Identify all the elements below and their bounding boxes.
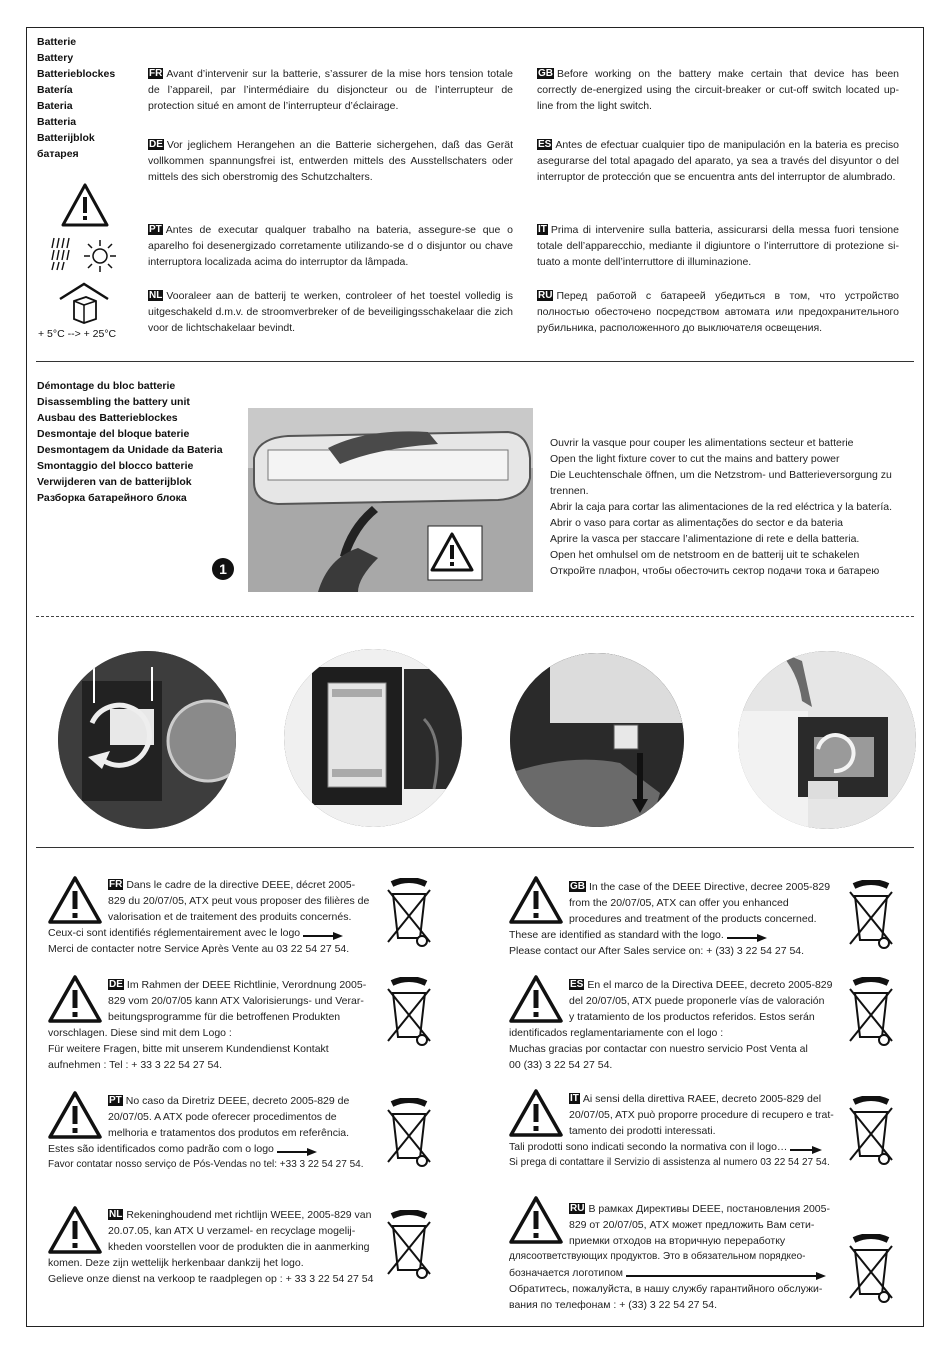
weee-line: aufnehmen : Tel : + 33 3 22 54 27 54. (48, 1059, 223, 1071)
weee-line: procedures and treatment of the products concerned. (569, 913, 817, 925)
lang-badge: PT (149, 224, 162, 235)
step-photo-battery-pack (284, 649, 462, 827)
weee-line: identificados reglamentariamente con el logo : (509, 1027, 724, 1039)
weee-line: Gelieve onze dienst na verkoop te raadplegen op : + 33 3 22 54 27 54 (48, 1273, 374, 1285)
weee-line: Tali prodotti sono indicati secondo la normativa con il logo… (509, 1141, 788, 1153)
weee-note-it (509, 1091, 838, 1171)
note-text: Vor jeglichem Herangehen an die Batterie sichergehen, daß das Gerät vollkommen spannungsfrei ist, entwerden mittels des Ausstellschaters oder mittels des sich oberstromig des Schutzchalters. (148, 139, 513, 183)
instruction-line: Open the light fixture cover to cut the mains and battery power (550, 453, 840, 465)
weee-line: In the case of the DEEE Directive, decree 2005-829 (589, 881, 831, 893)
crossed-bin-icon (384, 1210, 434, 1280)
warning-icon (429, 531, 475, 573)
crossed-bin-icon (846, 1096, 896, 1166)
weee-note-fr (48, 877, 376, 957)
note-text: Before working on the battery make certain that device has been correctly de-energized using the circuit-breaker or cut-off switch located up-line from the light switch. (537, 68, 899, 112)
weee-line: from the 20/07/05, ATX can offer you enhanced (569, 897, 789, 909)
weee-line: приемки отходов на вторичную переработку (569, 1235, 786, 1247)
lang-badge: FR (109, 879, 123, 890)
crossed-bin-icon (384, 977, 434, 1047)
disassembly-title: Ausbau des Batterieblockes (37, 412, 178, 424)
battery-title: Batterieblockes (37, 68, 116, 80)
weee-line: Ceux-ci sont identifiés réglementairement avec le logo (48, 927, 301, 939)
weee-line: Muchas gracias por contactar con nuestro servicio Post Venta al (509, 1043, 808, 1055)
crossed-bin-icon (384, 878, 434, 948)
battery-note-ru (537, 288, 899, 336)
weee-note-ru (509, 1201, 838, 1313)
disassembly-titles (37, 378, 247, 506)
battery-title: Batteria (37, 116, 77, 128)
crossed-bin-icon (384, 1098, 434, 1168)
disassembly-title: Desmontaje del bloque baterie (37, 428, 190, 440)
weee-line: Rekeninghoudend met richtlijn WEEE, 2005-829 van (126, 1209, 372, 1221)
weee-line: длясоответствующих продуктов. Это в обязательном порядкео- (509, 1251, 806, 1262)
section-divider (36, 847, 914, 848)
weee-line: вания по телефонам : + (33) 3 22 54 27 54. (509, 1299, 718, 1311)
disassembly-title: Verwijderen van de batterijblok (37, 476, 192, 488)
arrow-right-icon (790, 1143, 822, 1151)
battery-title: батарея (37, 148, 79, 160)
disassembly-title: Разборка батарейного блока (37, 492, 187, 504)
disassembly-title: Disassembling the battery unit (37, 396, 190, 408)
temperature-range: + 5°C --> + 25°C (38, 328, 117, 340)
weee-line: valorisation et de traitement des produits concernés. (108, 911, 352, 923)
weee-line: бозначается логотипом (509, 1267, 624, 1279)
disassembly-instructions (550, 435, 910, 579)
lang-badge: ES (538, 139, 552, 150)
weee-line: Favor contatar nosso serviço de Pós-Vendas no tel: +33 3 22 54 27 54. (48, 1159, 364, 1170)
arrow-right-icon (626, 1269, 826, 1277)
weee-line: No caso da Diretriz DEEE, decreto 2005-829 de (125, 1095, 350, 1107)
note-text: Vooraleer aan de batterij te werken, controleer of het toestel volledig is uitgeschakeld d.m.v. de stroomverbreker of de beveiligingsschakelaar die zich voor de lichtschakelaar bevindt. (148, 290, 513, 334)
battery-title: Batterijblok (37, 132, 95, 144)
weee-line: These are identified as standard with the logo. (509, 929, 724, 941)
lang-badge: RU (570, 1203, 585, 1214)
lang-badge: GB (538, 68, 553, 79)
weee-note-gb (509, 879, 836, 959)
battery-note-pt (148, 222, 513, 270)
battery-note-nl (148, 288, 513, 336)
weee-line: 829 vom 20/07/05 kann ATX Valorisierungs- und Verar- (108, 995, 364, 1007)
weee-line: del 20/07/05, ATX puede proponerle vías de valoración (569, 995, 825, 1007)
weee-note-de (48, 977, 376, 1073)
instruction-line: Abrir o vaso para cortar as alimentações do sector e da bateria (550, 517, 843, 529)
step-photo-battery-removal (738, 651, 916, 829)
note-text: Перед работой с батареей убедиться в том, что устройство полностью обесточено посредством автомата или предохранительного рубильника, расположенного до выключателя освещения. (537, 290, 899, 334)
lang-badge: PT (109, 1095, 122, 1106)
step-photo-connector (510, 653, 684, 827)
weee-line: kheden voorstellen voor de produkten die in aanmerking (108, 1241, 370, 1253)
weee-line: Si prega di contattare il Servizio di assistenza al numero 03 22 54 27 54. (509, 1157, 830, 1168)
lang-badge: ES (570, 979, 584, 990)
sun-icon (82, 238, 118, 274)
disassembly-title: Smontaggio del blocco batterie (37, 460, 194, 472)
battery-note-de (148, 137, 513, 185)
battery-note-gb (537, 66, 899, 114)
disassembly-title: Desmontagem da Unidade da Bateria (37, 444, 223, 456)
fixture-opening-photo (248, 408, 533, 592)
weee-line: vorschlagen. Diese sind mit dem Logo : (48, 1027, 232, 1039)
lang-badge: IT (538, 224, 547, 235)
weee-line: beitungsprogramme für die betroffenen Produkten (108, 1011, 341, 1023)
arrow-right-icon (727, 931, 767, 939)
weee-line: 20.07.05, kan ATX U verzamel- en recyclage mogelij- (108, 1225, 356, 1237)
note-text: Antes de efectuar cualquier tipo de manipulación en la bateria es preciso asegurarse del total apagado del aparato, ya sea a través del disyuntor o del interruptor de protección que se encuentra ants del interruptor de alumbrado. (537, 139, 899, 183)
lang-badge: DE (149, 139, 163, 150)
dashed-divider (36, 616, 914, 617)
crossed-bin-icon (846, 1234, 896, 1304)
weee-line: y tratamiento de los productos referidos. Estos serán (569, 1011, 815, 1023)
weee-line: En el marco de la Directiva DEEE, decreto 2005-829 (587, 979, 833, 991)
instruction-line: Open het omhulsel om de netstroom en de batterij uit te schakelen (550, 549, 860, 561)
humidity-icon (50, 236, 78, 272)
instruction-line: Abrir la caja para cortar las alimentaciones de la red eléctrica y la batería. (550, 501, 892, 513)
weee-note-es (509, 977, 838, 1073)
weee-line: Für weitere Fragen, bitte mit unserem Kundendienst Kontakt (48, 1043, 329, 1055)
weee-note-nl (48, 1207, 376, 1287)
arrow-right-icon (277, 1145, 317, 1153)
indoor-storage-icon (56, 281, 112, 325)
instruction-line: Die Leuchtenschale öffnen, um die Netzstrom- und Batterieversorgung zu trennen. (550, 469, 892, 497)
instruction-line: Aprire la vasca per staccare l’alimentazione di rete e della batteria. (550, 533, 860, 545)
battery-titles (37, 34, 147, 162)
battery-note-it (537, 222, 899, 270)
battery-note-es (537, 137, 899, 185)
section-divider (36, 361, 914, 362)
lang-badge: IT (570, 1093, 579, 1104)
lang-badge: NL (149, 290, 163, 301)
battery-note-fr (148, 66, 513, 114)
weee-note-pt (48, 1093, 376, 1173)
weee-line: Dans le cadre de la directive DEEE, décret 2005- (126, 879, 356, 891)
instruction-line: Ouvrir la vasque pour couper les alimentations secteur et batterie (550, 437, 854, 449)
weee-line: Merci de contacter notre Service Après Vente au 03 22 54 27 54. (48, 943, 350, 955)
weee-line: 20/07/05, ATX può proporre procedure di recupero e trat- (569, 1109, 834, 1121)
crossed-bin-icon (846, 880, 896, 950)
step-photo-unclip (58, 651, 236, 829)
weee-line: 829 от 20/07/05, ATX может предложить Вам сети- (569, 1219, 815, 1231)
lang-badge: DE (109, 979, 123, 990)
weee-line: Обратитесь, пожалуйста, в нашу службу гарантийного обслужи- (509, 1283, 823, 1295)
weee-line: komen. Deze zijn wettelijk herkenbaar dankzij het logo. (48, 1257, 304, 1269)
step-number-badge: 1 (212, 558, 234, 580)
note-text: Prima di intervenire sulla batteria, assicurarsi della messa fuori tensione totale dell’apparecchio, mediante il digiuntore o l’interruttore di protezione si- tuato a monte dell’interruttore di illuminazione. (537, 224, 899, 268)
warning-icon (60, 182, 110, 228)
lang-badge: FR (149, 68, 163, 79)
weee-line: Ai sensi della direttiva RAEE, decreto 2005-829 del (582, 1093, 822, 1105)
lang-badge: GB (570, 881, 585, 892)
lang-badge: NL (109, 1209, 123, 1220)
weee-line: Please contact our After Sales service on: + (33) 3 22 54 27 54. (509, 945, 805, 957)
arrow-right-icon (303, 929, 343, 937)
note-text: Avant d’intervenir sur la batterie, s’assurer de la mise hors tension totale de l’appareil, par l’intermédiaire du disjoncteur ou de l’interrupteur de protection situé en amont de l’interrupteur d’éclairage. (148, 68, 513, 112)
weee-line: tamento dei prodotti interessati. (569, 1125, 716, 1137)
battery-title: Battery (37, 52, 74, 64)
weee-line: 00 (33) 3 22 54 27 54. (509, 1059, 613, 1071)
crossed-bin-icon (846, 977, 896, 1047)
disassembly-title: Démontage du bloc batterie (37, 380, 176, 392)
weee-line: Estes são identificados como padrão com o logo (48, 1143, 274, 1155)
lang-badge: RU (538, 290, 553, 301)
weee-line: melhoria e tratamentos dos produtos em referência. (108, 1127, 350, 1139)
weee-line: 829 du 20/07/05, ATX peut vous proposer des filières de (108, 895, 370, 907)
instruction-line: Откройте плафон, чтобы обесточить сектор подачи тока и батарею (550, 565, 880, 577)
weee-line: Im Rahmen der DEEE Richtlinie, Verordnung 2005- (126, 979, 367, 991)
weee-line: 20/07/05. A ATX pode oferecer procedimentos de (108, 1111, 337, 1123)
battery-title: Batería (37, 84, 73, 96)
battery-title: Batterie (37, 36, 77, 48)
battery-title: Bateria (37, 100, 73, 112)
weee-line: В рамках Директивы DEEE, постановления 2005- (588, 1203, 830, 1215)
note-text: Antes de executar qualquer trabalho na bateria, assegure-se que o aparelho foi desenergizado corretamente utilizando-se d o disjuntor ou chave interruptora localizada acima do interruptor da lâmpada. (148, 224, 513, 268)
